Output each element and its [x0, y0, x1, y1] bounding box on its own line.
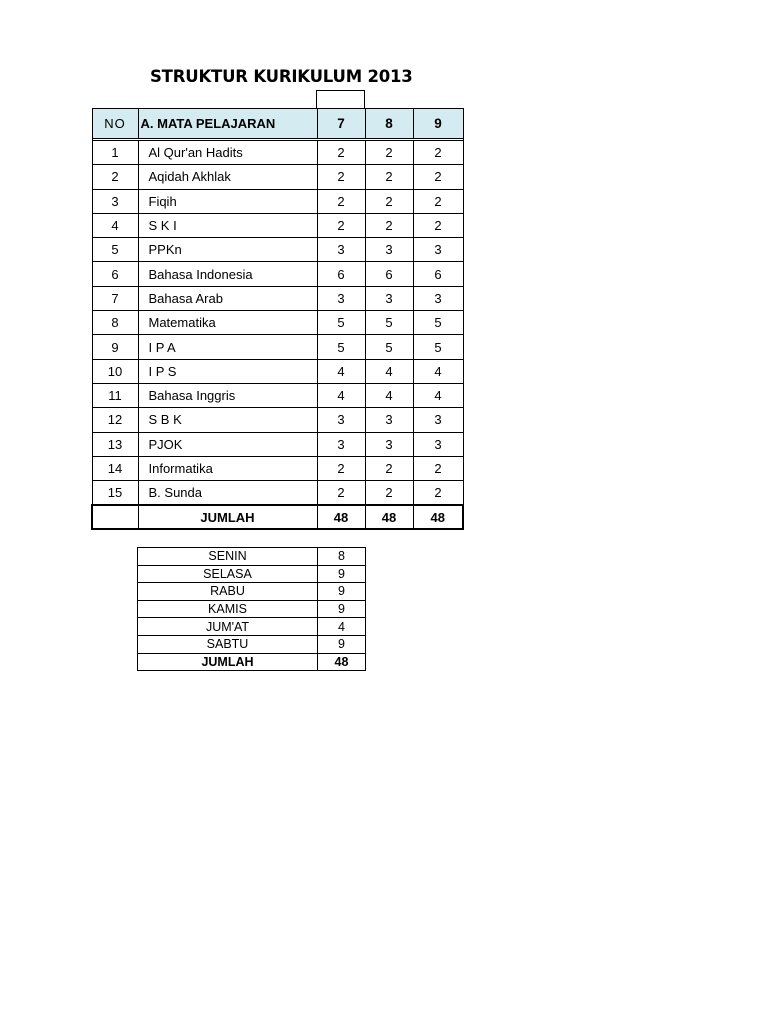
table-row	[92, 213, 463, 237]
subject-name: Bahasa Arab	[138, 286, 317, 310]
subject-name: Fiqih	[138, 189, 317, 213]
row-number: 15	[92, 481, 138, 506]
day-name: SENIN	[138, 548, 318, 566]
table-header-row	[92, 109, 463, 139]
day-hours: 9	[318, 635, 366, 653]
day-row	[138, 565, 366, 583]
day-name: SELASA	[138, 565, 318, 583]
grade-8-hours: 3	[365, 408, 413, 432]
subject-name: S K I	[138, 213, 317, 237]
subject-name: I P S	[138, 359, 317, 383]
page-title: STRUKTUR KURIKULUM 2013	[150, 67, 413, 86]
subject-name: PPKn	[138, 238, 317, 262]
table-row	[92, 481, 463, 506]
grade-9-hours: 3	[413, 432, 463, 456]
day-row	[138, 600, 366, 618]
total-row	[92, 505, 463, 529]
table-row	[92, 238, 463, 262]
grade-8-hours: 2	[365, 141, 413, 165]
grade-7-hours: 6	[317, 262, 365, 286]
grade-9-hours: 2	[413, 189, 463, 213]
grade-9-hours: 2	[413, 165, 463, 189]
subject-name: S B K	[138, 408, 317, 432]
grade-8-hours: 3	[365, 432, 413, 456]
row-number: 3	[92, 189, 138, 213]
total-grade-7: 48	[317, 505, 365, 529]
table-row	[92, 141, 463, 165]
grade-8-hours: 4	[365, 359, 413, 383]
weekly-hours-body	[138, 548, 366, 671]
subject-name: Bahasa Inggris	[138, 383, 317, 407]
day-hours: 9	[318, 583, 366, 601]
table-row	[92, 359, 463, 383]
grade-7-hours: 2	[317, 165, 365, 189]
grade-7-hours: 2	[317, 456, 365, 480]
table-row	[92, 408, 463, 432]
header-no: NO	[92, 109, 138, 139]
day-name: KAMIS	[138, 600, 318, 618]
day-row	[138, 635, 366, 653]
grade-9-hours: 6	[413, 262, 463, 286]
grade-7-hours: 5	[317, 335, 365, 359]
grade-9-hours: 3	[413, 238, 463, 262]
header-grade-7: 7	[317, 109, 365, 139]
day-total-row	[138, 653, 366, 671]
subject-name: Informatika	[138, 456, 317, 480]
grade-7-hours: 4	[317, 359, 365, 383]
total-no-cell	[92, 505, 138, 529]
grade-9-hours: 4	[413, 383, 463, 407]
row-number: 4	[92, 213, 138, 237]
grade-7-hours: 2	[317, 189, 365, 213]
day-name: JUM'AT	[138, 618, 318, 636]
day-row	[138, 548, 366, 566]
table-row	[92, 189, 463, 213]
day-hours: 9	[318, 565, 366, 583]
header-subject: A. MATA PELAJARAN	[138, 109, 317, 139]
row-number: 7	[92, 286, 138, 310]
table-row	[92, 335, 463, 359]
table-row	[92, 383, 463, 407]
day-name: SABTU	[138, 635, 318, 653]
day-name: RABU	[138, 583, 318, 601]
subject-name: B. Sunda	[138, 481, 317, 506]
grade-7-hours: 2	[317, 481, 365, 506]
total-label: JUMLAH	[138, 505, 317, 529]
row-number: 6	[92, 262, 138, 286]
header-grade-9: 9	[413, 109, 463, 139]
grade-8-hours: 6	[365, 262, 413, 286]
table-row	[92, 456, 463, 480]
grade-8-hours: 2	[365, 189, 413, 213]
day-hours: 8	[318, 548, 366, 566]
header-top-box	[316, 90, 365, 109]
weekly-hours-table	[137, 547, 366, 671]
grade-8-hours: 3	[365, 286, 413, 310]
row-number: 5	[92, 238, 138, 262]
day-row	[138, 583, 366, 601]
grade-7-hours: 5	[317, 311, 365, 335]
header-grade-8: 8	[365, 109, 413, 139]
table-row	[92, 262, 463, 286]
grade-7-hours: 3	[317, 432, 365, 456]
grade-9-hours: 3	[413, 286, 463, 310]
grade-8-hours: 2	[365, 165, 413, 189]
day-row	[138, 618, 366, 636]
total-grade-8: 48	[365, 505, 413, 529]
day-hours: 9	[318, 600, 366, 618]
curriculum-table	[91, 108, 464, 530]
row-number: 14	[92, 456, 138, 480]
grade-9-hours: 2	[413, 456, 463, 480]
grade-9-hours: 3	[413, 408, 463, 432]
subject-name: Bahasa Indonesia	[138, 262, 317, 286]
grade-7-hours: 2	[317, 141, 365, 165]
subject-name: Aqidah Akhlak	[138, 165, 317, 189]
subject-name: I P A	[138, 335, 317, 359]
row-number: 1	[92, 141, 138, 165]
row-number: 13	[92, 432, 138, 456]
row-number: 11	[92, 383, 138, 407]
grade-8-hours: 3	[365, 238, 413, 262]
grade-7-hours: 3	[317, 408, 365, 432]
table-row	[92, 432, 463, 456]
grade-9-hours: 4	[413, 359, 463, 383]
grade-8-hours: 2	[365, 456, 413, 480]
grade-9-hours: 5	[413, 311, 463, 335]
row-number: 10	[92, 359, 138, 383]
grade-8-hours: 4	[365, 383, 413, 407]
grade-7-hours: 3	[317, 238, 365, 262]
day-hours: 4	[318, 618, 366, 636]
table-row	[92, 311, 463, 335]
grade-9-hours: 2	[413, 141, 463, 165]
grade-7-hours: 3	[317, 286, 365, 310]
grade-9-hours: 5	[413, 335, 463, 359]
curriculum-body	[92, 139, 463, 506]
day-total-label: JUMLAH	[138, 653, 318, 671]
grade-7-hours: 2	[317, 213, 365, 237]
subject-name: PJOK	[138, 432, 317, 456]
subject-name: Matematika	[138, 311, 317, 335]
grade-8-hours: 2	[365, 481, 413, 506]
grade-8-hours: 5	[365, 335, 413, 359]
subject-name: Al Qur'an Hadits	[138, 141, 317, 165]
total-grade-9: 48	[413, 505, 463, 529]
grade-8-hours: 2	[365, 213, 413, 237]
grade-8-hours: 5	[365, 311, 413, 335]
table-row	[92, 165, 463, 189]
row-number: 8	[92, 311, 138, 335]
row-number: 12	[92, 408, 138, 432]
grade-9-hours: 2	[413, 213, 463, 237]
row-number: 2	[92, 165, 138, 189]
day-total-hours: 48	[318, 653, 366, 671]
row-number: 9	[92, 335, 138, 359]
table-row	[92, 286, 463, 310]
grade-7-hours: 4	[317, 383, 365, 407]
grade-9-hours: 2	[413, 481, 463, 506]
